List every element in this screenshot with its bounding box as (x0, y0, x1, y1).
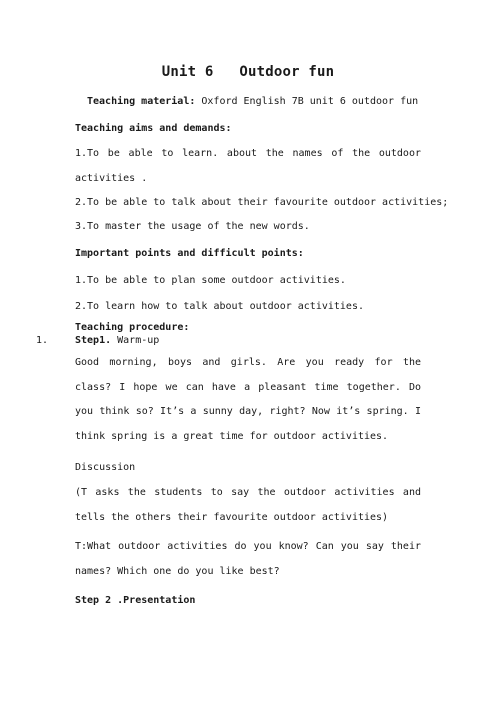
discussion-note: (T asks the students to say the outdoor activities and tells the others their favourite outdoor activities) (75, 487, 421, 523)
procedure-heading: Teaching procedure: (75, 322, 190, 333)
teaching-material-line (87, 95, 418, 109)
aim-item-3: 3.To master the usage of the new words. (75, 221, 310, 232)
teaching-material-label: Teaching material: (87, 96, 196, 107)
page-title: Unit 6 Outdoor fun (161, 64, 335, 80)
points-heading: Important points and difficult points: (75, 248, 304, 259)
teaching-material-value: Oxford English 7B unit 6 outdoor fun (195, 96, 419, 107)
step1-label: Step1. (75, 335, 112, 346)
teacher-question: T:What outdoor activities do you know? Can you say their names? Which one do you like best? (75, 541, 421, 577)
discussion-label: Discussion (75, 462, 136, 473)
step1-number: 1. (36, 335, 49, 346)
step1-line (75, 334, 159, 348)
step1-value: Warm-up (111, 335, 160, 346)
step2-heading: Step 2 .Presentation (75, 595, 196, 606)
aim-item-1: 1.To be able to learn. about the names of the outdoor activities . (75, 148, 421, 184)
aims-heading: Teaching aims and demands: (75, 123, 232, 134)
point-item-1: 1.To be able to plan some outdoor activities. (75, 275, 346, 286)
aim-item-2: 2.To be able to talk about their favourite outdoor activities; (75, 197, 449, 208)
step1-paragraph: Good morning, boys and girls. Are you ready for the class? I hope we can have a pleasant time together. Do you think so? It’s a sunny day, right? Now it’s spring. I think spring is a great time for outdoor activities. (75, 357, 421, 442)
point-item-2: 2.To learn how to talk about outdoor activities. (75, 301, 364, 312)
